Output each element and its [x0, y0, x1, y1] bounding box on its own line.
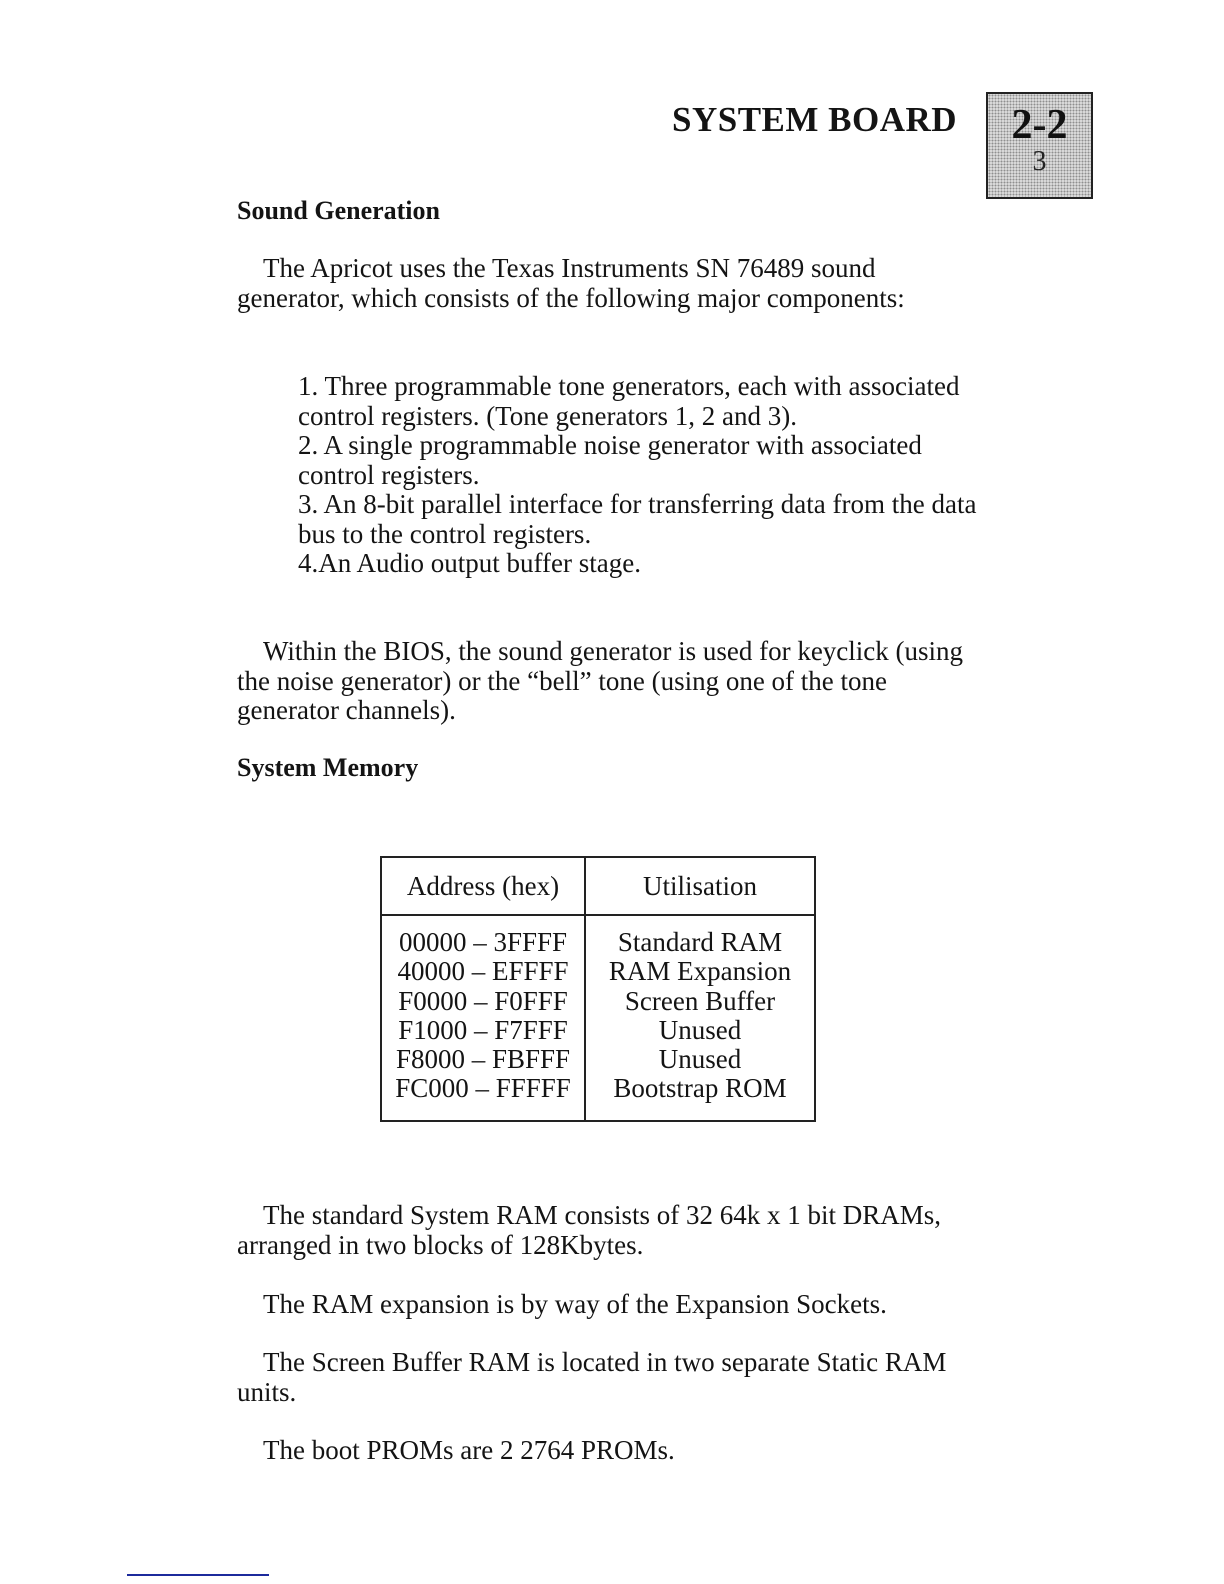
list-item: 3. An 8-bit parallel interface for transferring data from the data bus to the control registers. — [298, 489, 977, 549]
paragraph-text: The Apricot uses the Texas Instruments SN 76489 sound generator, which consists of the following major components: — [237, 253, 905, 313]
paragraph-system-ram — [237, 1201, 977, 1260]
paragraph-boot-proms — [237, 1436, 977, 1466]
address-cell: FC000 – FFFFF — [395, 1073, 571, 1104]
list-item: 2. A single programmable noise generator with associated control registers. — [298, 430, 922, 490]
heading-sound-generation: Sound Generation — [237, 196, 440, 225]
memory-map-table — [380, 856, 816, 1122]
column-header-utilisation: Utilisation — [585, 857, 815, 915]
paragraph-text: The RAM expansion is by way of the Expansion Sockets. — [263, 1289, 887, 1319]
utilisation-cell: Standard RAM — [617, 927, 783, 957]
address-cell: F8000 – FBFFF — [395, 1044, 571, 1075]
utilisation-cell: Bootstrap ROM — [613, 1073, 787, 1104]
footer-rule — [127, 1574, 269, 1576]
page-number: 3 — [1032, 146, 1047, 177]
paragraph-ram-expansion — [237, 1290, 977, 1320]
utilisation-cell: Unused — [658, 1014, 742, 1045]
paragraph-sound-intro — [237, 254, 977, 313]
table-header-row — [381, 857, 815, 915]
address-column — [381, 915, 585, 1121]
paragraph-text: The Screen Buffer RAM is located in two separate Static RAM units. — [237, 1347, 947, 1407]
chapter-tab-box — [986, 92, 1093, 199]
component-list — [298, 372, 978, 579]
heading-system-memory: System Memory — [237, 753, 419, 782]
utilisation-cell: RAM Expansion — [608, 956, 792, 987]
utilisation-column — [585, 915, 815, 1121]
address-cell: F1000 – F7FFF — [398, 1014, 568, 1045]
paragraph-text: Within the BIOS, the sound generator is used for keyclick (using the noise generator) or the “bell” tone (using one of the tone generator channels). — [237, 636, 964, 725]
table-body — [381, 915, 815, 1121]
list-item: 4.An Audio output buffer stage. — [298, 548, 641, 578]
utilisation-cell: Unused — [658, 1044, 742, 1075]
utilisation-cell: Screen Buffer — [624, 985, 776, 1016]
address-cell: 00000 – 3FFFF — [398, 927, 568, 957]
column-header-address: Address (hex) — [381, 857, 585, 915]
section-title: SYSTEM BOARD — [672, 100, 958, 139]
paragraph-text: The standard System RAM consists of 32 64k x 1 bit DRAMs, arranged in two blocks of 128Kbytes. — [237, 1200, 941, 1260]
address-cell: F0000 – F0FFF — [398, 985, 568, 1016]
list-item: 1. Three programmable tone generators, each with associated control registers. (Tone generators 1, 2 and 3). — [298, 371, 960, 431]
chapter-number: 2-2 — [1011, 102, 1068, 148]
paragraph-bios-note — [237, 637, 977, 726]
paragraph-screen-buffer — [237, 1348, 977, 1407]
paragraph-text: The boot PROMs are 2 2764 PROMs. — [263, 1435, 675, 1465]
address-cell: 40000 – EFFFF — [397, 956, 569, 987]
